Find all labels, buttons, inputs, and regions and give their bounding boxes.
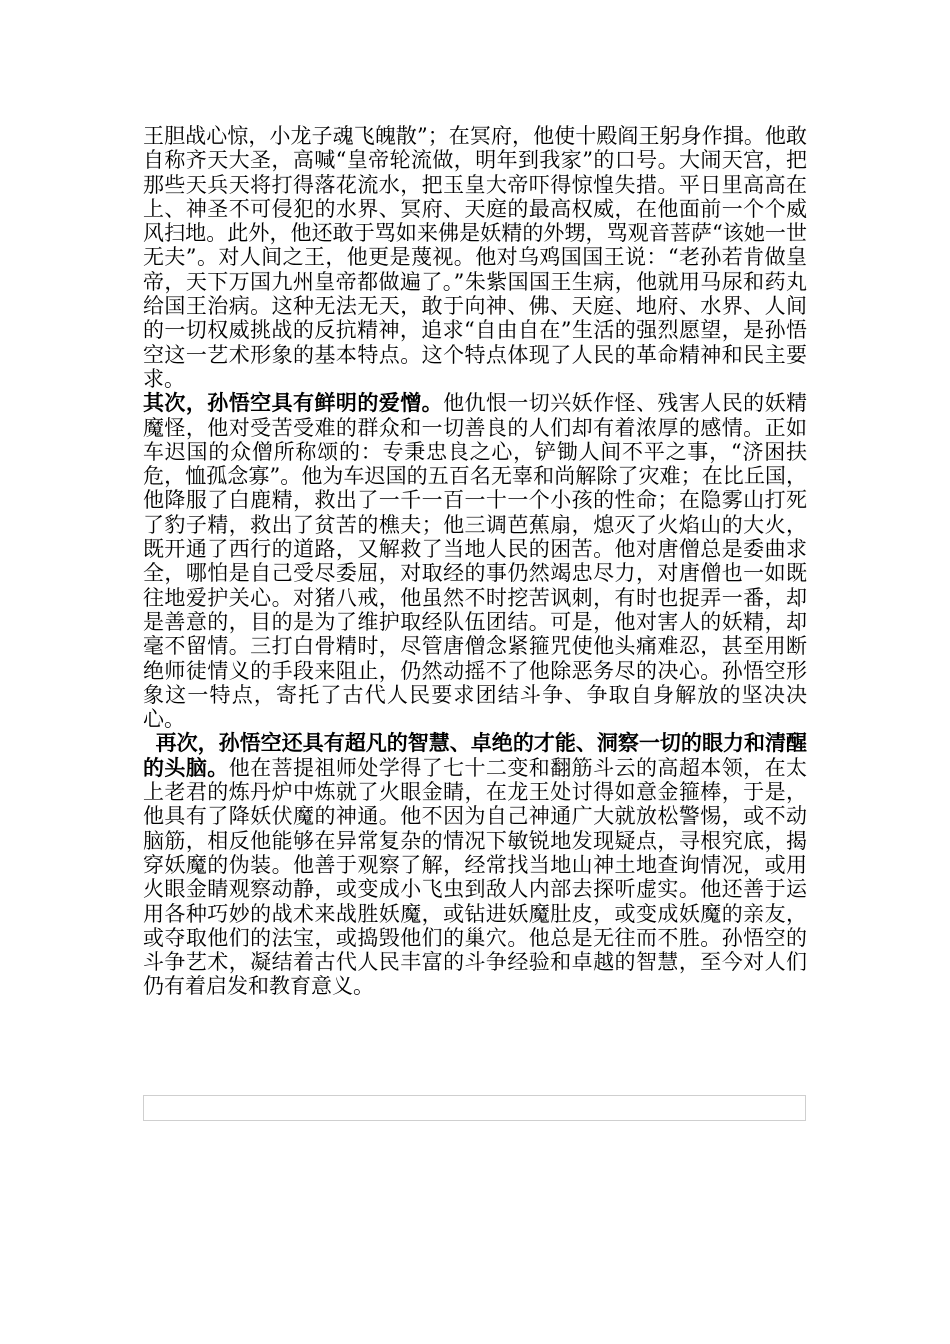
empty-footer-box [143,1095,806,1121]
paragraph-2 [143,391,807,731]
paragraph-2-lead: 其次，孙悟空具有鲜明的爱憎。 [143,390,444,416]
document-body [143,124,807,999]
paragraph-3 [143,731,807,998]
paragraph-1 [143,124,807,391]
paragraph-2-text: 他仇恨一切兴妖作怪、残害人民的妖精魔怪，他对受苦受难的群众和一切善良的人们却有着浓厚的感情。正如车迟国的众僧所称颂的：专秉忠良之心，铲锄人间不平之事，“济困扶危，恤孤念寡”。他为车迟国的五百名无辜和尚解除了灾难；在比丘国，他降服了白鹿精，救出了一千一百一十一个小孩的性命；在隐雾山打死了豹子精，救出了贫苦的樵夫；他三调芭蕉扇，熄灭了火焰山的大火，既开通了西行的道路，又解救了当地人民的困苦。他对唐僧总是委曲求全，哪怕是自己受尽委屈，对取经的事仍然竭忠尽力，对唐僧也一如既往地爱护关心。对猪八戒，他虽然不时挖苦讽刺，有时也捉弄一番，却是善意的，目的是为了维护取经队伍团结。可是，他对害人的妖精，却毫不留情。三打白骨精时，尽管唐僧念紧箍咒使他头痛难忍，甚至用断绝师徒情义的手段来阻止，仍然动摇不了他除恶务尽的决心。孙悟空形象这一特点，寄托了古代人民要求团结斗争、争取自身解放的坚决决心。 [143,391,808,732]
paragraph-3-text: 他在菩提祖师处学得了七十二变和翻筋斗云的高超本领，在太上老君的炼丹炉中炼就了火眼金睛，在龙王处讨得如意金箍棒，于是，他具有了降妖伏魔的神通。他不因为自己神通广大就放松警惕，或不动脑筋，相反他能够在异常复杂的情况下敏锐地发现疑点，寻根究底，揭穿妖魔的伪装。他善于观察了解，经常找当地山神土地查询情况，或用火眼金睛观察动静，或变成小飞虫到敌人内部去探听虚实。他还善于运用各种巧妙的战术来战胜妖魔，或钻进妖魔肚皮，或变成妖魔的亲友，或夺取他们的法宝，或捣毁他们的巢穴。他总是无往而不胜。孙悟空的斗争艺术，凝结着古代人民丰富的斗争经验和卓越的智慧，至今对人们仍有着启发和教育意义。 [143,755,807,999]
paragraph-3-lead: 再次，孙悟空还具有超凡的智慧、卓绝的才能、洞察一切的眼力和清醒的头脑。 [143,730,807,780]
paragraph-1-text: 王胆战心惊，小龙子魂飞魄散”；在冥府，他使十殿阎王躬身作揖。他敢自称齐天大圣，高喊“皇帝轮流做，明年到我家”的口号。大闹天宫，把那些天兵天将打得落花流水，把玉皇大帝吓得惊惶失措。平日里高高在上、神圣不可侵犯的水界、冥府、天庭的最高权威，在他面前一个个威风扫地。此外，他还敢于骂如来佛是妖精的外甥，骂观音菩萨“该她一世无夫”。对人间之王，他更是蔑视。他对乌鸡国国王说：“老孙若肯做皇帝，天下万国九州皇帝都做遍了。”朱紫国国王生病，他就用马尿和药丸给国王治病。这种无法无天，敢于向神、佛、天庭、地府、水界、人间的一切权威挑战的反抗精神，追求“自由自在”生活的强烈愿望，是孙悟空这一艺术形象的基本特点。这个特点体现了人民的革命精神和民主要求。 [143,124,807,391]
